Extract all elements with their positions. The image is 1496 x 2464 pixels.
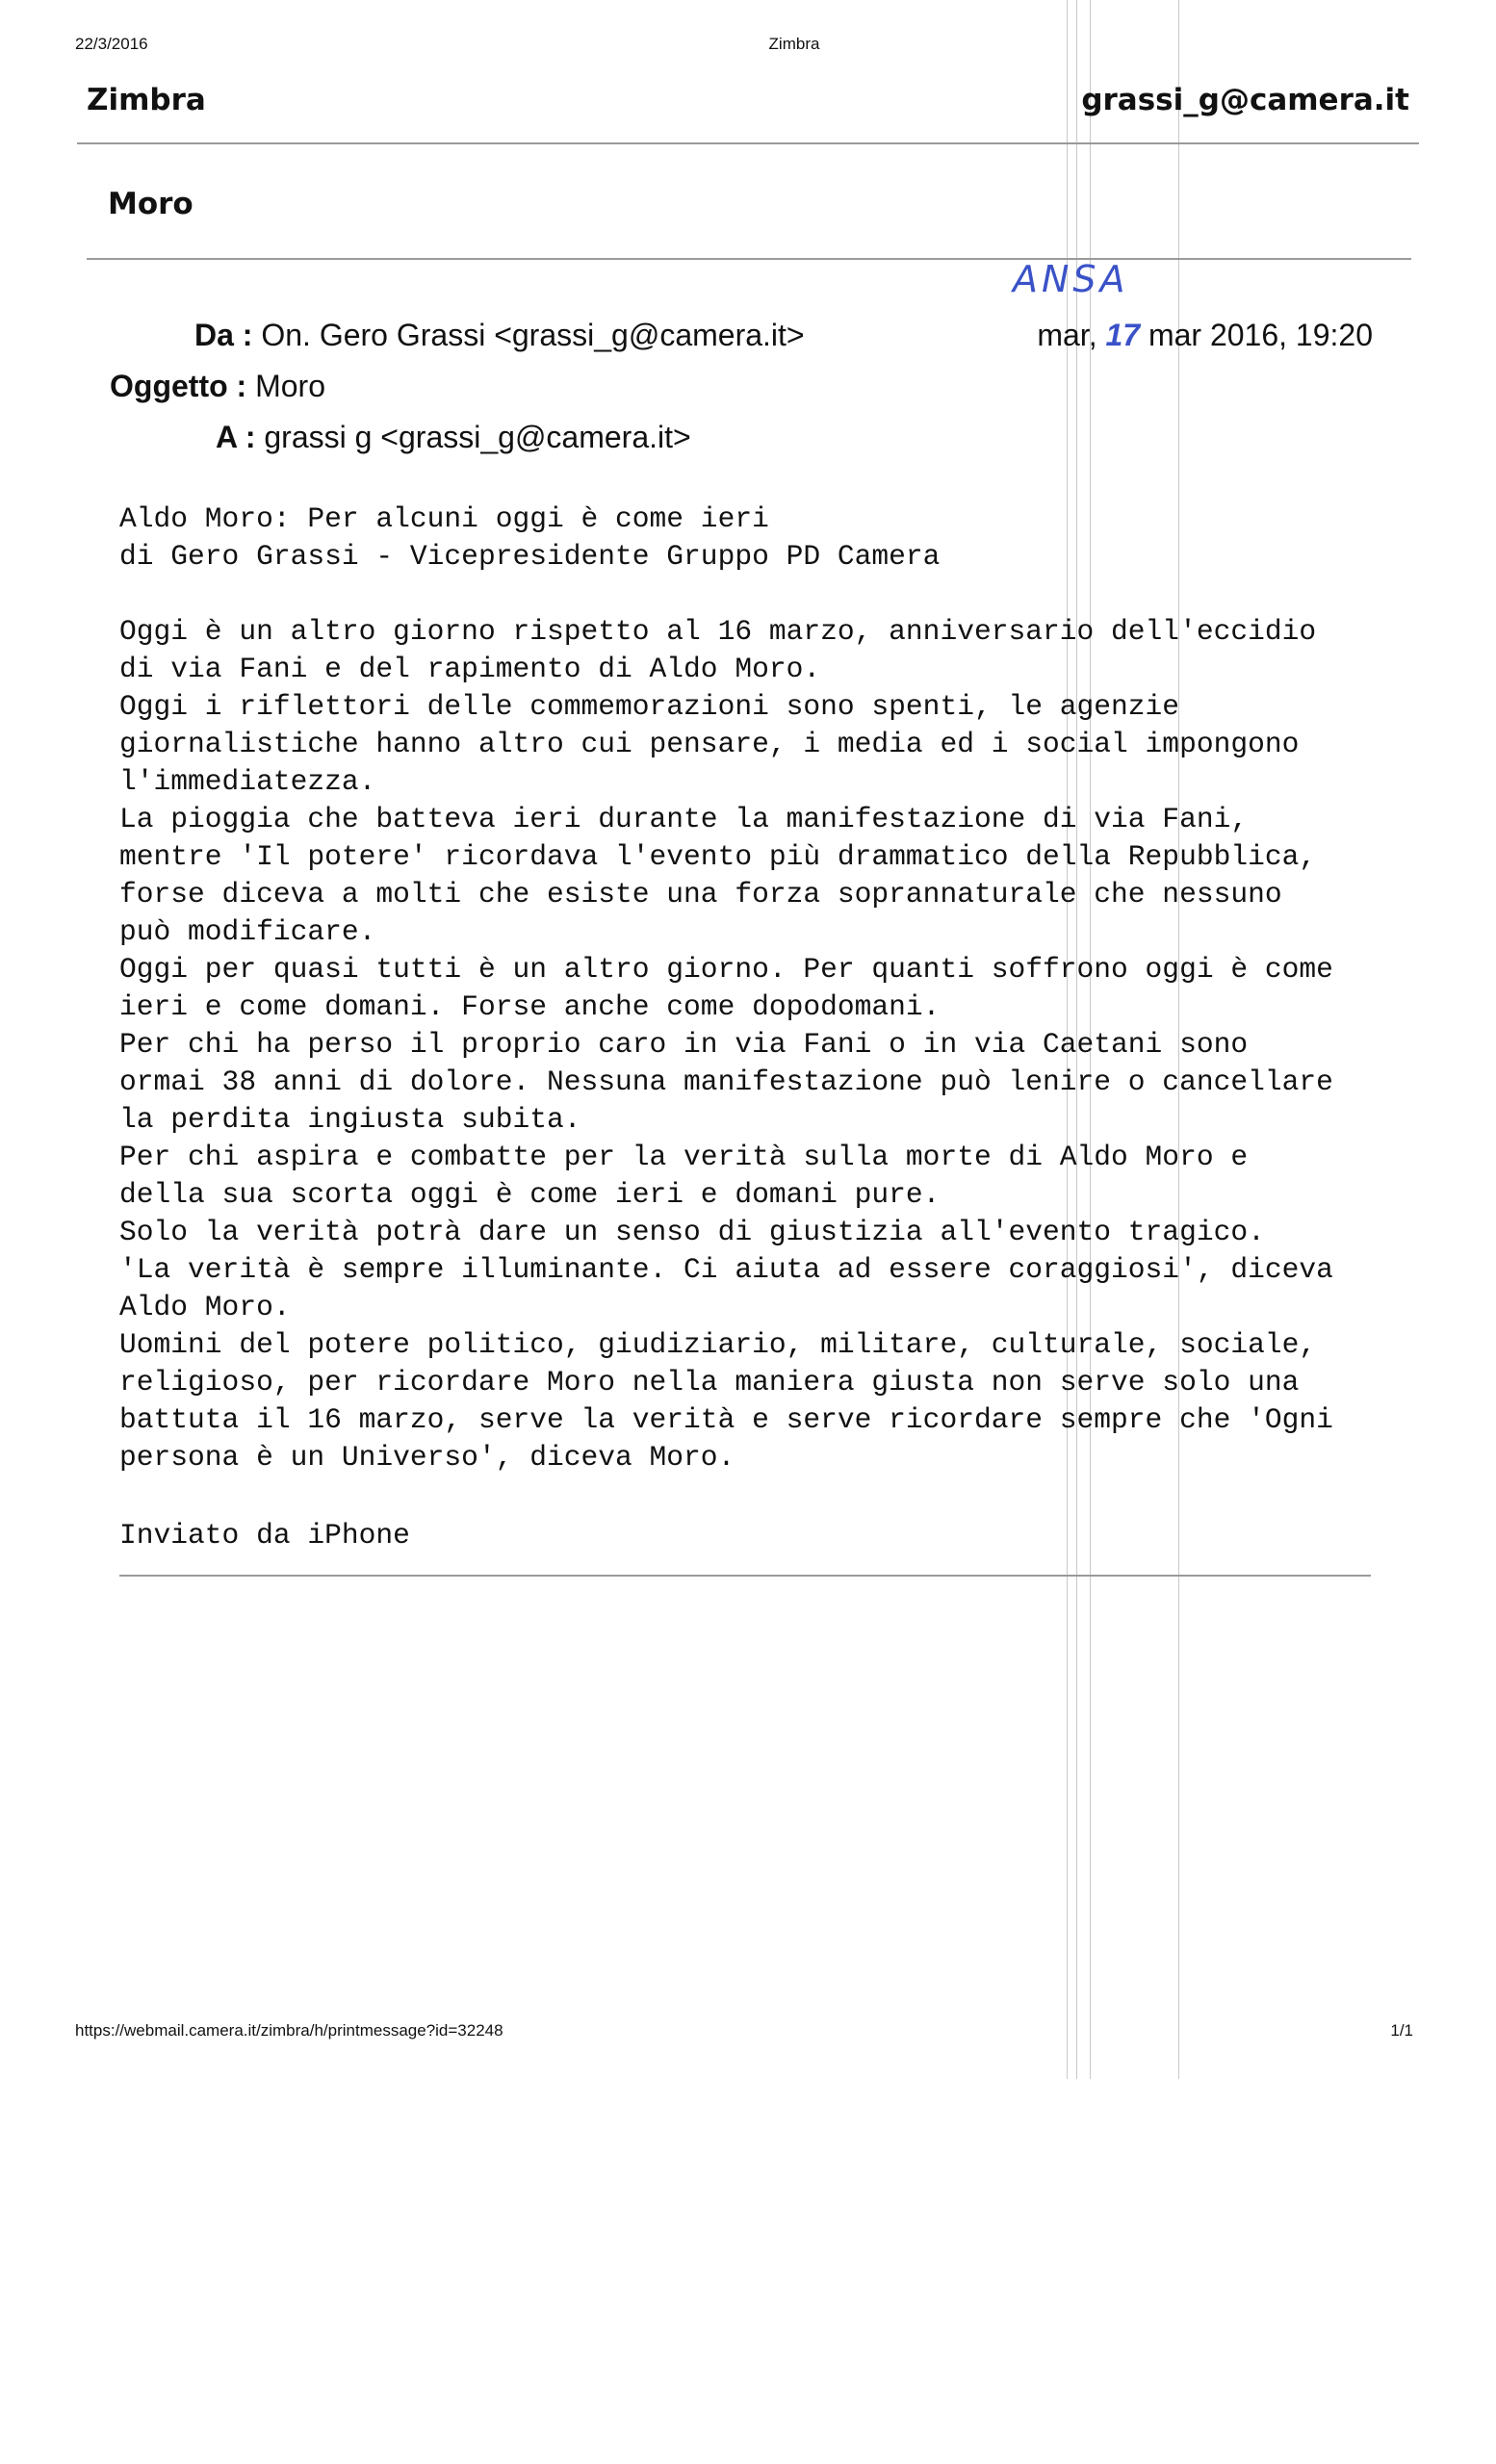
subject-value: Moro [255, 369, 325, 403]
print-title: Zimbra [768, 35, 820, 53]
message-date [1037, 318, 1373, 353]
message-body: Aldo Moro: Per alcuni oggi è come ieri di Gero Grassi - Vicepresidente Gruppo PD Camera Oggi è un altro giorno rispetto al 16 marzo, anniversario dell'eccidio di via Fani e del rapimento di Aldo Moro. Oggi i riflettori delle commemorazioni sono spenti, le agenzie giornalistiche hanno altro cui pensare, i media ed i social impongono l'immediatezza. La pioggia che batteva ieri durante la manifestazione di via Fani, mentre 'Il potere' ricordava l'evento più drammatico della Repubblica, forse diceva a molti che esiste una forza soprannaturale che nessuno può modificare. Oggi per quasi tutti è un altro giorno. Per quanti soffrono oggi è come ieri e come domani. Forse anche come dopodomani. Per chi ha perso il proprio caro in via Fani o in via Caetani sono ormai 38 anni di dolore. Nessuna manifestazione può lenire o cancellare la perdita ingiusta subita. Per chi aspira e combatte per la verità sulla morte di Aldo Moro e della sua scorta oggi è come ieri e domani pure. Solo la verità potrà dare un senso di giustizia all'evento tragico. 'La verità è sempre illuminante. Ci aiuta ad essere coraggiosi', diceva Aldo Moro. Uomini del potere politico, giudiziario, militare, culturale, sociale, religioso, per ricordare Moro nella maniera giusta non serve solo una battuta il 16 marzo, serve la verità e serve ricordare sempre che 'Ogni persona è un Universo', diceva Moro. [119, 502, 1333, 1474]
message-signature: Inviato da iPhone [119, 1519, 410, 1552]
subject-divider [87, 258, 1411, 260]
date-prefix: mar, [1037, 318, 1106, 352]
print-footer-url: https://webmail.camera.it/zimbra/h/printmessage?id=32248 [75, 2021, 503, 2040]
print-date: 22/3/2016 [75, 35, 148, 53]
message-subject-title: Moro [108, 187, 193, 221]
from-row [194, 318, 805, 353]
to-label: A : [216, 420, 256, 454]
date-day: 17 [1105, 318, 1141, 352]
to-row [216, 420, 691, 455]
print-footer-page-number: 1/1 [1390, 2021, 1413, 2040]
app-name: Zimbra [87, 83, 206, 117]
header-divider [77, 142, 1419, 144]
subject-label: Oggetto : [110, 369, 247, 403]
account-email: grassi_g@camera.it [1081, 83, 1409, 117]
from-value: On. Gero Grassi <grassi_g@camera.it> [261, 318, 805, 352]
handwritten-annotation: ANSA [1013, 258, 1129, 300]
subject-row [110, 369, 325, 404]
body-end-divider [119, 1575, 1371, 1577]
date-suffix: mar 2016, 19:20 [1140, 318, 1373, 352]
to-value: grassi g <grassi_g@camera.it> [264, 420, 691, 454]
from-label: Da : [194, 318, 253, 352]
